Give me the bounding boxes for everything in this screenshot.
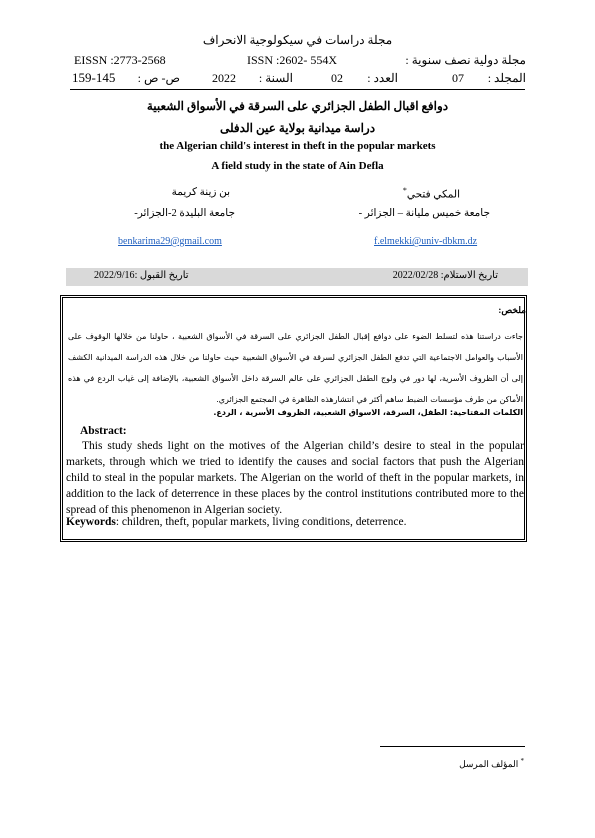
- abstract-ar-text: جاءت دراستنا هذه لتسلط الضوء على دوافع إقبال الطفل الجزائري على السرقة في الأسواق الشعبية ، حاولنا من خلالها الوقوف على الأسباب والعوامل الاجتماعية التي تدفع الطفل الجزائري لسرقة في الأسواق الشعبية حيث حاولنا من خلال هذه الدراسة الميدانية الكشف إلى أن الظروف الأسرية، لها دور في ولوج الطفل الجزائري على عالم السرقة داخل الأسواق الشعبية، بالإضافة إلى غياب الردع في هذه الأماكن من طرف مؤسسات الضبط ساهم أكثر في انتشارهذه الظاهرة في المجتمع الجزائري.: [68, 332, 523, 404]
- issn: ISSN :2602- 554X: [247, 53, 338, 67]
- author-1-name: المكي فتحي*: [402, 186, 460, 201]
- keywords-en-list: : children, theft, popular markets, living conditions, deterrence.: [115, 516, 407, 528]
- volume: 07: [452, 71, 464, 85]
- keywords-ar: الكلمات المفتاحية: الطفل، السرقة، الاسواق الشعبية، الظروف الأسرية ، الردع.: [213, 408, 523, 417]
- title-en: the Algerian child's interest in theft in the popular markets: [159, 140, 436, 152]
- keywords-en-label: Keywords: [66, 516, 116, 528]
- received-date: تاريخ الاستلام: 2022/02/28: [392, 270, 498, 281]
- year-label: السنة :: [258, 71, 293, 85]
- keywords-en: [66, 514, 524, 530]
- subtitle-ar: دراسة ميدانية بولاية عين الدفلى: [219, 121, 376, 135]
- author-1-email[interactable]: f.elmekki@univ-dbkm.dz: [374, 236, 478, 247]
- volume-label: المجلد :: [487, 71, 526, 85]
- pages: 159-145: [72, 70, 116, 85]
- footnote-mark: *: [520, 757, 524, 765]
- author-2-email[interactable]: benkarima29@gmail.com: [118, 236, 222, 247]
- dates-bar: [66, 268, 528, 286]
- title-ar: دوافع اقبال الطفل الجزائري على السرقة في الأسواق الشعبية: [146, 99, 449, 113]
- issue: 02: [331, 71, 343, 85]
- year: 2022: [212, 71, 236, 85]
- abstract-en-text: This study sheds light on the motives of the Algerian child’s desire to steal in the popular markets, through which we tried to identify the causes and social factors that push the Algerian child to steal in the popular markets. The Algerian on the world of theft in the popular markets, in addition to the lack of deterrence in these places by the control institutions contributed more to the spread of this phenomenon in Algerian society.: [66, 440, 524, 516]
- author-1-mark: *: [402, 186, 407, 195]
- author-1-affiliation: جامعة خميس مليانة – الجزائر -: [358, 208, 490, 219]
- header-rule: [70, 89, 525, 90]
- subtitle-en: A field study in the state of Ain Defla: [211, 160, 384, 172]
- footnote: [0, 757, 524, 770]
- author-2-affiliation: جامعة البليدة 2-الجزائر-: [134, 208, 235, 219]
- abstract-ar-heading: ملخص:: [498, 305, 526, 315]
- issue-label: العدد :: [367, 71, 398, 85]
- accepted-date: تاريخ القبول :2022/9/16: [94, 270, 189, 281]
- abstract-en-heading: Abstract:: [80, 425, 127, 437]
- footnote-rule: [380, 746, 525, 747]
- author-2-name: بن زينة كريمة: [171, 187, 230, 198]
- footnote-text: المؤلف المرسل: [459, 759, 519, 769]
- journal-name: مجلة دراسات في سيكولوجية الانحراف: [202, 33, 393, 47]
- pages-label: ص- ص :: [137, 71, 180, 85]
- eissn: EISSN :2773-2568: [74, 53, 166, 67]
- periodicity: مجلة دولية نصف سنوية :: [405, 53, 526, 67]
